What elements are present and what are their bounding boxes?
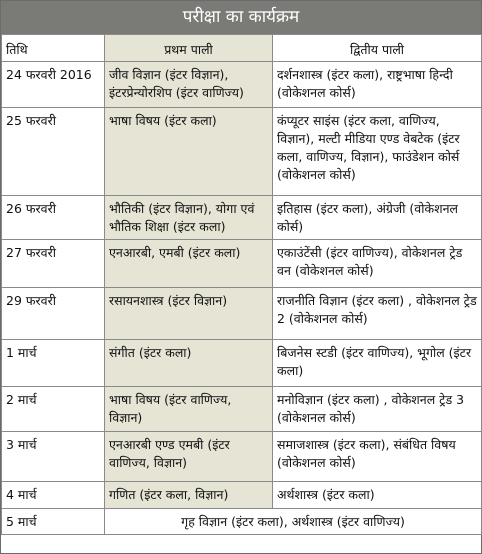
date-cell: 1 मार्च <box>2 340 105 387</box>
header-row <box>2 35 482 62</box>
first-shift-cell: रसायनशास्त्र (इंटर विज्ञान) <box>105 288 273 340</box>
first-shift-cell: गणित (इंटर कला, विज्ञान) <box>105 482 273 509</box>
merged-shift-cell: गृह विज्ञान (इंटर कला), अर्थशास्त्र (इंटर वाणिज्य) <box>105 509 482 535</box>
table-row <box>2 108 482 196</box>
first-shift-cell: भाषा विषय (इंटर वाणिज्य, विज्ञान) <box>105 387 273 432</box>
schedule-table <box>1 34 482 535</box>
date-cell: 2 मार्च <box>2 387 105 432</box>
table-row <box>2 240 482 288</box>
second-shift-cell: दर्शनशास्त्र (इंटर कला), राष्ट्रभाषा हिन्दी (वोकेशनल कोर्स) <box>273 62 482 108</box>
schedule-title: परीक्षा का कार्यक्रम <box>1 1 481 34</box>
first-shift-cell: एनआरबी, एमबी (इंटर कला) <box>105 240 273 288</box>
first-shift-cell: जीव विज्ञान (इंटर विज्ञान), इंटरप्रेन्योरशिप (इंटर वाणिज्य) <box>105 62 273 108</box>
second-shift-cell: अर्थशास्त्र (इंटर कला) <box>273 482 482 509</box>
date-cell: 24 फरवरी 2016 <box>2 62 105 108</box>
second-shift-cell: राजनीति विज्ञान (इंटर कला) , वोकेशनल ट्रेड 2 (वोकेशनल कोर्स) <box>273 288 482 340</box>
first-shift-cell: एनआरबी एण्ड एमबी (इंटर वाणिज्य, विज्ञान) <box>105 432 273 482</box>
date-cell: 4 मार्च <box>2 482 105 509</box>
first-shift-cell: संगीत (इंटर कला) <box>105 340 273 387</box>
second-shift-cell: मनोविज्ञान (इंटर कला) , वोकेशनल ट्रेड 3 (वोकेशनल कोर्स) <box>273 387 482 432</box>
second-shift-cell: कंप्यूटर साइंस (इंटर कला, वाणिज्य, विज्ञान), मल्टी मीडिया एण्ड वेबटेक (इंटर कला, वाणिज्य, विज्ञान), फाउंडेशन कोर्स (वोकेशनल कोर्स) <box>273 108 482 196</box>
date-cell: 25 फरवरी <box>2 108 105 196</box>
second-shift-cell: एकाउंटेंसी (इंटर वाणिज्य), वोकेशनल ट्रेड वन (वोकेशनल कोर्स) <box>273 240 482 288</box>
first-shift-cell: भाषा विषय (इंटर कला) <box>105 108 273 196</box>
date-cell: 5 मार्च <box>2 509 105 535</box>
table-row <box>2 432 482 482</box>
table-row <box>2 62 482 108</box>
header-date: तिथि <box>2 35 105 62</box>
table-row <box>2 387 482 432</box>
header-second-shift: द्वितीय पाली <box>273 35 482 62</box>
date-cell: 29 फरवरी <box>2 288 105 340</box>
table-row <box>2 288 482 340</box>
table-row <box>2 340 482 387</box>
date-cell: 26 फरवरी <box>2 196 105 240</box>
first-shift-cell: भौतिकी (इंटर विज्ञान), योगा एवं भौतिक शिक्षा (इंटर कला) <box>105 196 273 240</box>
header-first-shift: प्रथम पाली <box>105 35 273 62</box>
second-shift-cell: समाजशास्त्र (इंटर कला), संबंधित विषय (वोकेशनल कोर्स) <box>273 432 482 482</box>
date-cell: 27 फरवरी <box>2 240 105 288</box>
date-cell: 3 मार्च <box>2 432 105 482</box>
table-row <box>2 196 482 240</box>
second-shift-cell: बिजनेस स्टडी (इंटर वाणिज्य), भूगोल (इंटर कला) <box>273 340 482 387</box>
second-shift-cell: इतिहास (इंटर कला), अंग्रेजी (वोकेशनल कोर्स) <box>273 196 482 240</box>
table-row-last <box>2 509 482 535</box>
table-row <box>2 482 482 509</box>
